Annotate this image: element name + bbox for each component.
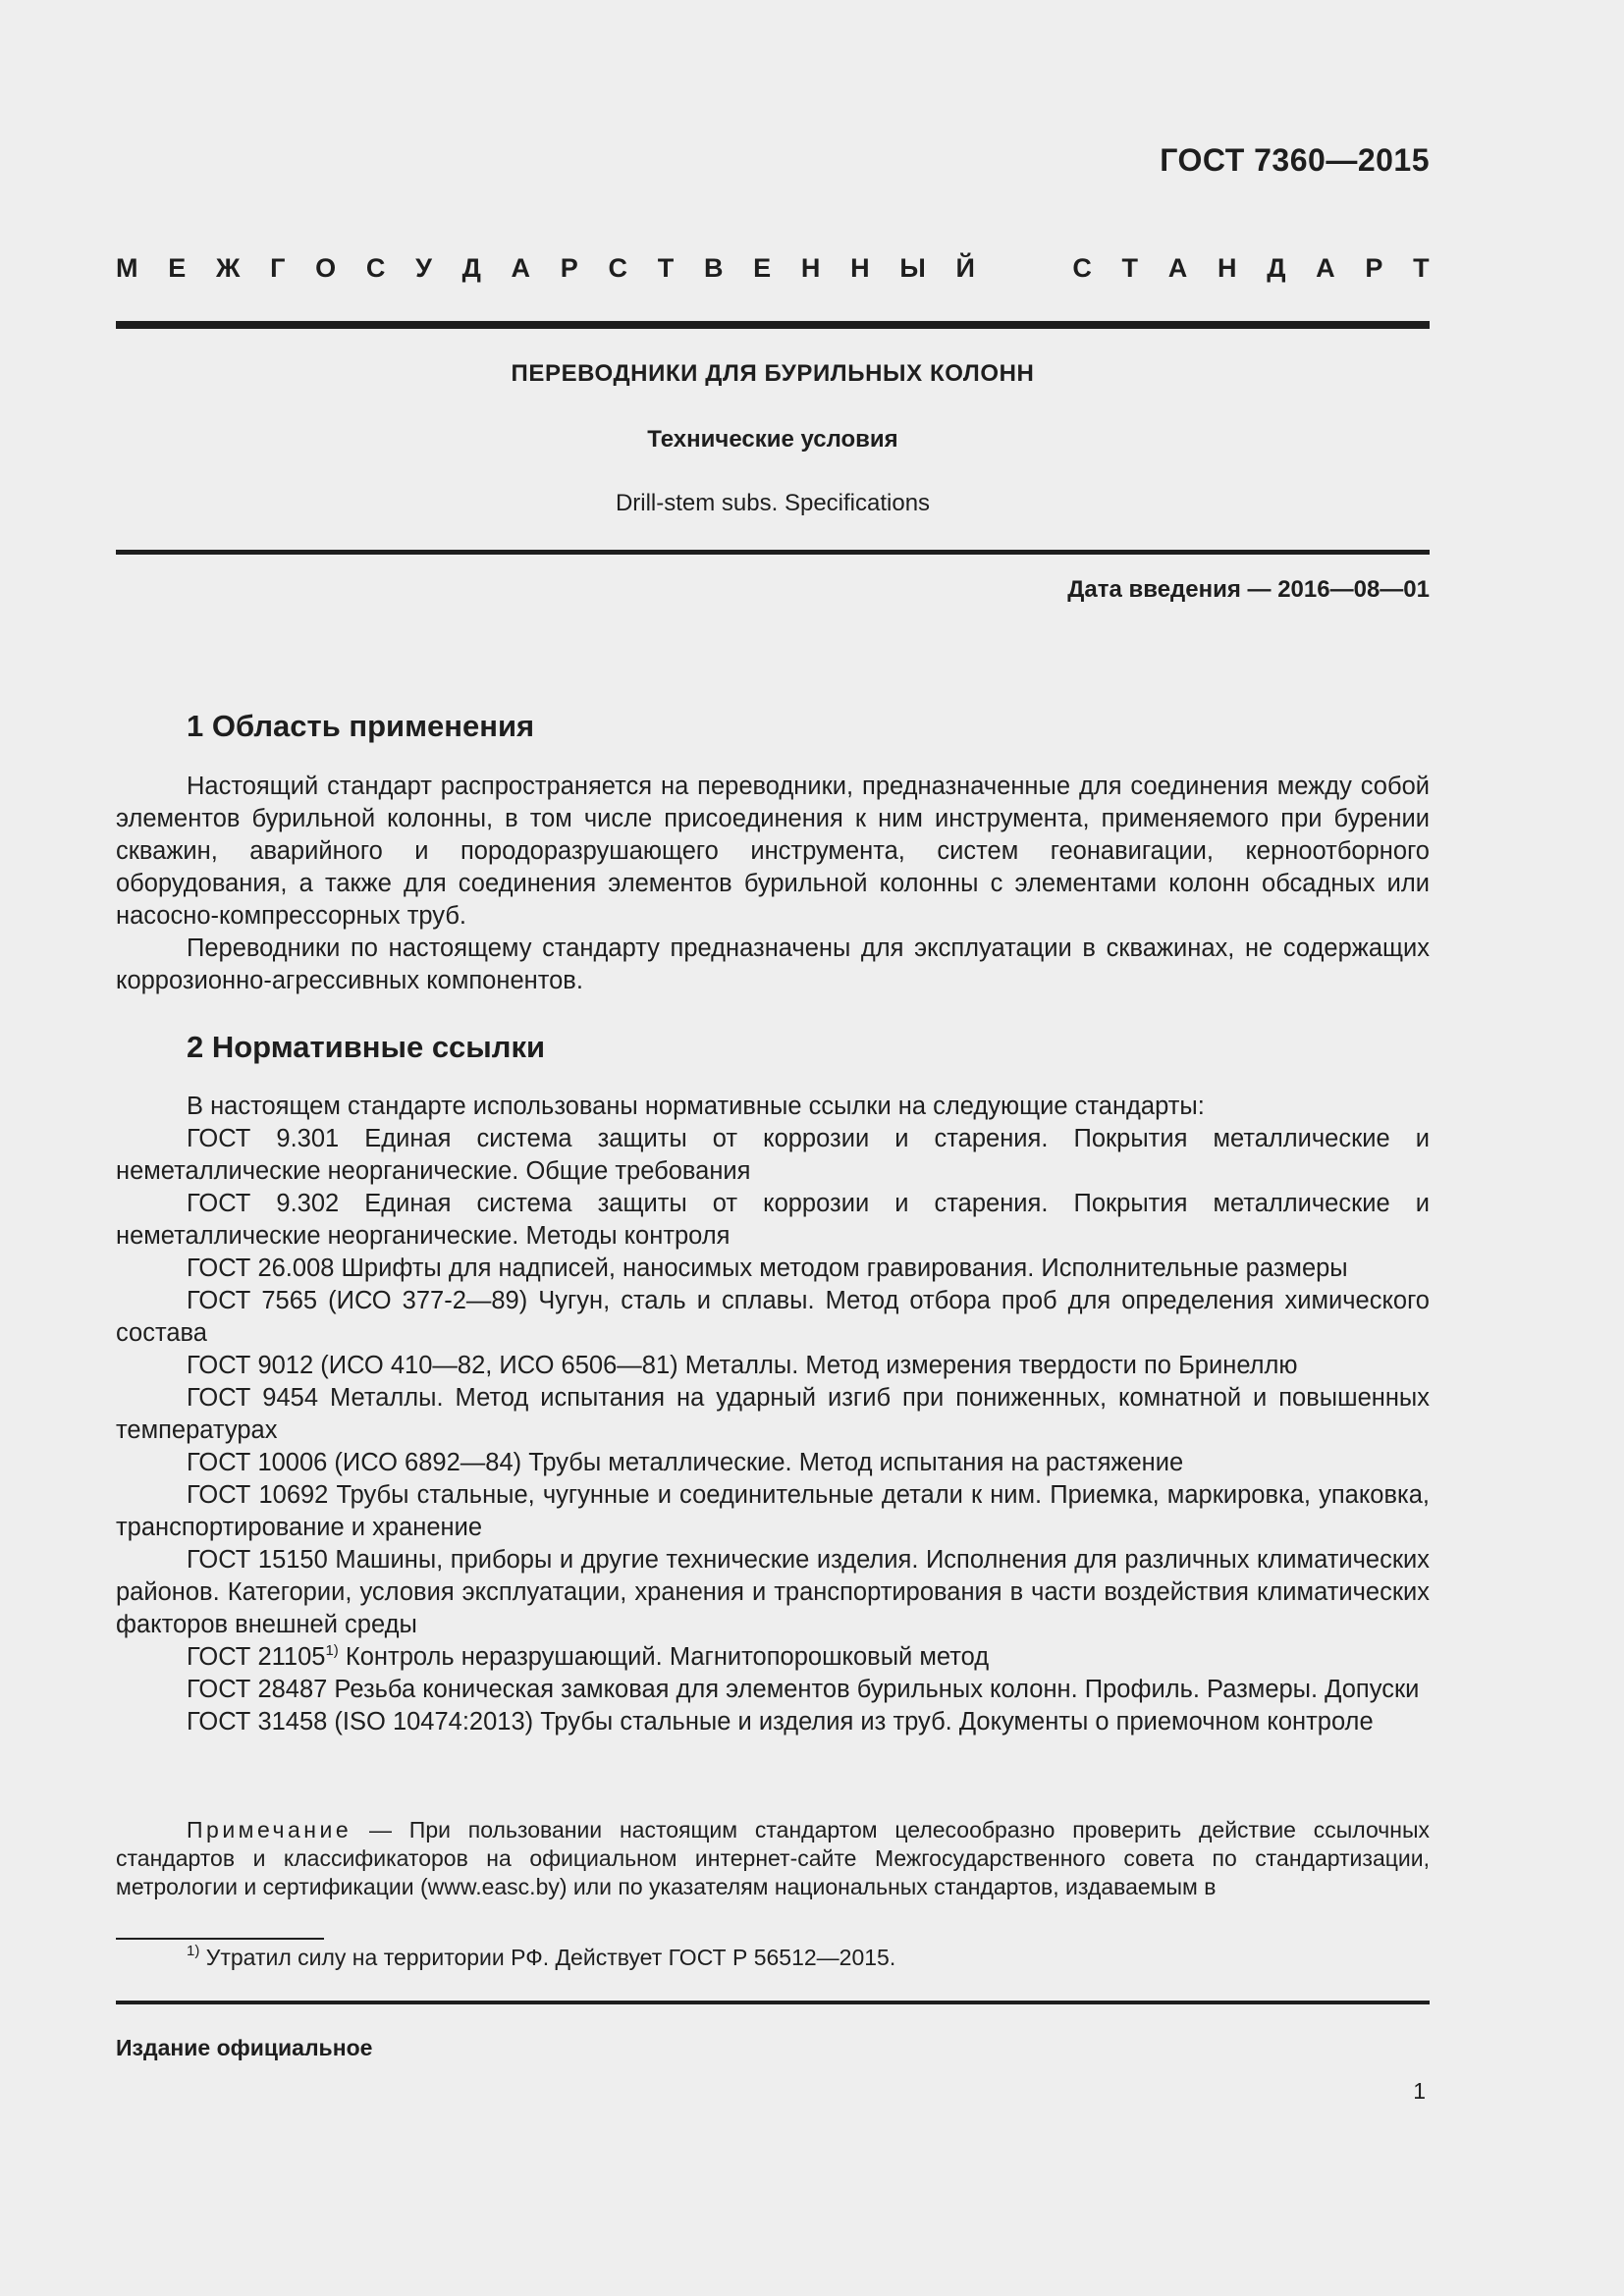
footnote-separator bbox=[116, 1938, 324, 1940]
header-letter: В bbox=[703, 253, 724, 283]
section-2-heading: 2 Нормативные ссылки bbox=[187, 1030, 546, 1064]
document-subtitle: Технические условия bbox=[647, 426, 898, 453]
header-letter: Ы bbox=[899, 253, 926, 283]
section-1-paragraph: Настоящий стандарт распространяется на переводники, предназначенные для соединения между собой элементов бурильной колонны, в том числе присоединения к ним инструмента, применяемого при бурении скважин, аварийного и породоразрушающего инструмента, систем геонавигации, керноотборного оборудования, а также для соединения элементов бурильной колонны с элементами колонн обсадных или насосно-компрессорных труб. bbox=[116, 773, 1430, 930]
section-1-paragraph: Переводники по настоящему стандарту предназначены для эксплуатации в скважинах, не содержащих коррозионно-агрессивных компонентов. bbox=[116, 934, 1430, 994]
reference-item: ГОСТ 9012 (ИСО 410—82, ИСО 6506—81) Металлы. Метод измерения твердости по Бринеллю bbox=[187, 1352, 1298, 1379]
reference-title: Контроль неразрушающий. Магнитопорошковый метод bbox=[338, 1643, 990, 1671]
header-letter: Н bbox=[1217, 253, 1237, 283]
document-title-english: Drill-stem subs. Specifications bbox=[615, 490, 931, 516]
reference-item: ГОСТ 26.008 Шрифты для надписей, наносимых методом гравирования. Исполнительные размеры bbox=[187, 1255, 1348, 1282]
standard-type-header bbox=[116, 253, 1430, 284]
header-letter: А bbox=[1316, 253, 1335, 283]
reference-item: ГОСТ 10006 (ИСО 6892—84) Трубы металлические. Метод испытания на растяжение bbox=[187, 1449, 1184, 1476]
header-letter: Т bbox=[1413, 253, 1430, 283]
header-letter: Т bbox=[657, 253, 675, 283]
header-letter: С bbox=[608, 253, 627, 283]
header-letter: А bbox=[1167, 253, 1188, 283]
note-text: — При пользовании настоящим стандартом целесообразно проверить действие ссылочных стандартов и классификаторов на официальном интернет-сайте Межгосударственного совета по стандартизации, метрологии и сертификации (www.easc.by) или по указателям национальных стандартов, издаваемым в bbox=[116, 1817, 1430, 1899]
reference-item: ГОСТ 31458 (ISO 10474:2013) Трубы стальные и изделия из труб. Документы о приемочном контроле bbox=[187, 1708, 1374, 1735]
edition-label: Издание официальное bbox=[116, 2035, 373, 2060]
header-letter: Е bbox=[168, 253, 187, 283]
header-letter: Ж bbox=[215, 253, 241, 283]
header-letter: О bbox=[315, 253, 337, 283]
header-letter: Р bbox=[560, 253, 578, 283]
header-letter: А bbox=[511, 253, 531, 283]
footer-rule bbox=[116, 2001, 1430, 2004]
header-letter: С bbox=[1072, 253, 1092, 283]
header-letter: Д bbox=[461, 253, 481, 283]
header-word-gap bbox=[1005, 253, 1043, 284]
title-rule bbox=[116, 550, 1430, 555]
header-rule bbox=[116, 321, 1430, 329]
header-letter: У bbox=[415, 253, 432, 283]
reference-code: ГОСТ 21105 bbox=[187, 1643, 326, 1671]
reference-item: ГОСТ 7565 (ИСО 377-2—89) Чугун, сталь и сплавы. Метод отбора проб для определения химического состава bbox=[116, 1287, 1430, 1347]
note-label: Примечание bbox=[187, 1817, 352, 1842]
footnote bbox=[187, 1945, 895, 1971]
header-letter: Г bbox=[270, 253, 286, 283]
section-2-body bbox=[116, 1091, 1430, 1738]
footnote-marker-link: 1) bbox=[325, 1642, 339, 1659]
footnote-marker: 1) bbox=[187, 1943, 200, 1959]
document-number: ГОСТ 7360—2015 bbox=[1160, 142, 1430, 178]
section-1-body bbox=[116, 771, 1430, 997]
header-letter: С bbox=[365, 253, 386, 283]
introduction-date: Дата введения — 2016—08—01 bbox=[1067, 576, 1430, 603]
header-letter: Н bbox=[800, 253, 821, 283]
section-1-heading: 1 Область применения bbox=[187, 709, 535, 743]
header-letter: М bbox=[116, 253, 138, 283]
header-letter: Н bbox=[850, 253, 870, 283]
page-number: 1 bbox=[1413, 2078, 1426, 2104]
header-letter: Й bbox=[955, 253, 975, 283]
note-block bbox=[116, 1816, 1430, 1901]
header-letter: Т bbox=[1121, 253, 1139, 283]
header-letter: Р bbox=[1365, 253, 1383, 283]
footnote-text: Утратил силу на территории РФ. Действует ГОСТ Р 56512—2015. bbox=[199, 1945, 896, 1970]
header-letter: Д bbox=[1267, 253, 1286, 283]
reference-item: ГОСТ 9.302 Единая система защиты от коррозии и старения. Покрытия металлические и неметаллические неорганические. Методы контроля bbox=[116, 1190, 1430, 1250]
reference-item: ГОСТ 15150 Машины, приборы и другие технические изделия. Исполнения для различных климатических районов. Категории, условия эксплуатации, хранения и транспортирования в части воздействия климатических факторов внешней среды bbox=[116, 1546, 1430, 1638]
references-intro: В настоящем стандарте использованы нормативные ссылки на следующие стандарты: bbox=[187, 1093, 1205, 1120]
header-letter: Е bbox=[753, 253, 772, 283]
reference-item: ГОСТ 9.301 Единая система защиты от коррозии и старения. Покрытия металлические и неметаллические неорганические. Общие требования bbox=[116, 1125, 1430, 1185]
reference-item: ГОСТ 28487 Резьба коническая замковая для элементов бурильных колонн. Профиль. Размеры. Допуски bbox=[187, 1676, 1420, 1703]
reference-item-21105 bbox=[116, 1641, 1430, 1674]
reference-item: ГОСТ 10692 Трубы стальные, чугунные и соединительные детали к ним. Приемка, маркировка, упаковка, транспортирование и хранение bbox=[116, 1481, 1430, 1541]
reference-item: ГОСТ 9454 Металлы. Метод испытания на ударный изгиб при пониженных, комнатной и повышенных температурах bbox=[116, 1384, 1430, 1444]
document-title: ПЕРЕВОДНИКИ ДЛЯ БУРИЛЬНЫХ КОЛОНН bbox=[511, 360, 1035, 387]
